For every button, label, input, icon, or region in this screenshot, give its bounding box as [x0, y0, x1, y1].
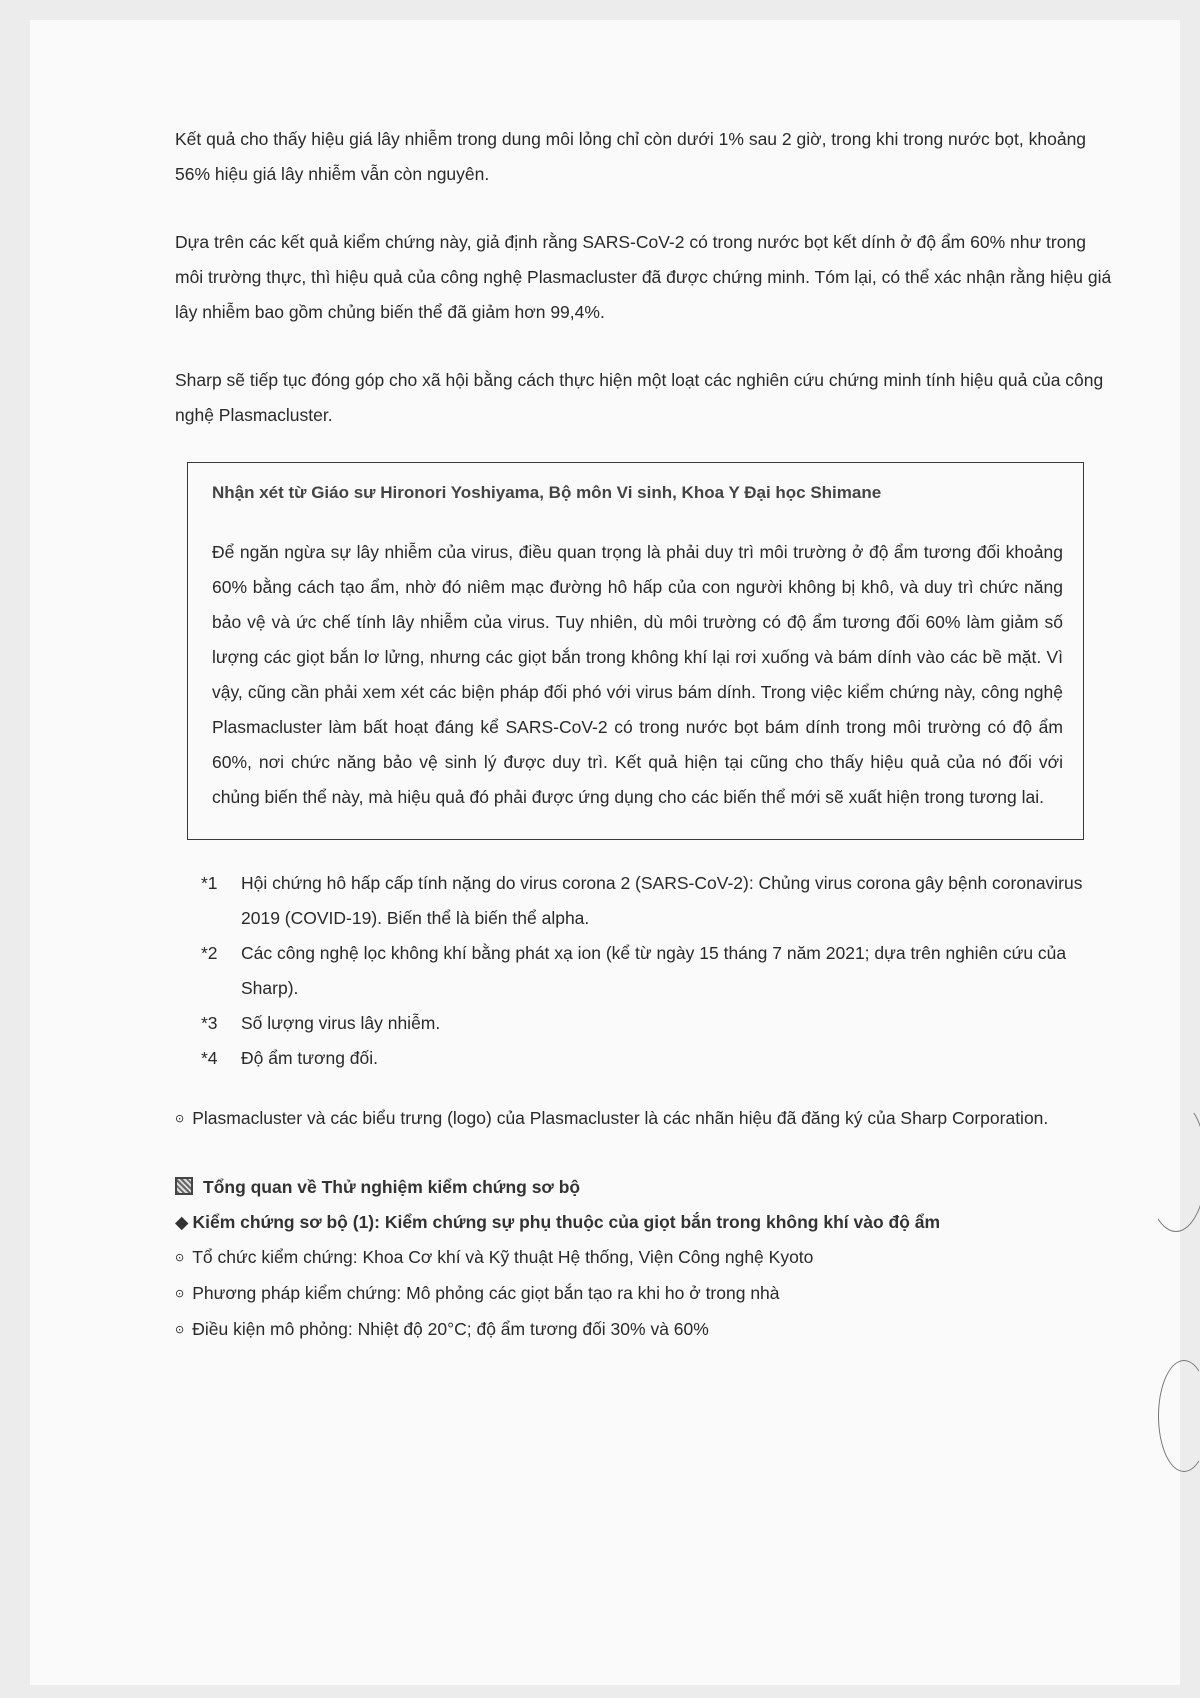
trademark-notice [175, 1101, 1117, 1137]
list-item-text: Điều kiện mô phỏng: Nhiệt độ 20°C; độ ẩm tương đối 30% và 60% [192, 1318, 709, 1339]
section-title: Tổng quan về Thử nghiệm kiểm chứng sơ bộ [203, 1176, 581, 1197]
paragraph-sharp-commitment: Sharp sẽ tiếp tục đóng góp cho xã hội bằng cách thực hiện một loạt các nghiên cứu chứng minh tính hiệu quả của công nghệ Plasmacluster. [175, 370, 1104, 425]
footnote-text: Độ ẩm tương đối. [241, 1048, 379, 1068]
trademark-text: Plasmacluster và các biểu trưng (logo) của Plasmacluster là các nhãn hiệu đã đăng ký của Sharp Corporation. [192, 1108, 1049, 1128]
square-bullet-icon [175, 1177, 193, 1195]
footnote [201, 936, 1117, 1006]
professor-comment-body: Để ngăn ngừa sự lây nhiễm của virus, điều quan trọng là phải duy trì môi trường ở độ ẩm tương đối khoảng 60% bằng cách tạo ẩm, nhờ đó niêm mạc đường hô hấp của con người không bị khô, và duy trì chức năng bảo vệ và ức chế tính lây nhiễm của virus. Tuy nhiên, dù môi trường có độ ẩm tương đối 60% làm giảm số lượng các giọt bắn lơ lửng, nhưng các giọt bắn trong không khí lại rơi xuống và bám dính vào các bề mặt. Vì vậy, cũng cần phải xem xét các biện pháp đối phó với virus bám dính. Trong việc kiểm chứng này, công nghệ Plasmacluster làm bất hoạt đáng kể SARS-CoV-2 có trong nước bọt bám dính trong môi trường có độ ẩm 60%, nơi chức năng bảo vệ sinh lý được duy trì. Kết quả hiện tại cũng cho thấy hiệu quả của nó đối với chủng biến thể này, mà hiệu quả đó phải được ứng dụng cho các biến thể mới sẽ xuất hiện trong tương lai. [212, 542, 1063, 807]
section-subtitle: Kiểm chứng sơ bộ (1): Kiểm chứng sự phụ thuộc của giọt bắn trong không khí vào độ ẩm [192, 1211, 941, 1232]
circle-bullet-icon: ⊙ [175, 1287, 185, 1300]
paragraph-results: Kết quả cho thấy hiệu giá lây nhiễm trong dung môi lỏng chỉ còn dưới 1% sau 2 giờ, trong khi trong nước bọt, khoảng 56% hiệu giá lây nhiễm vẫn còn nguyên. [175, 129, 1087, 184]
document-page [30, 20, 1180, 1685]
list-item [175, 1240, 1117, 1276]
stamp-mark-upper [1145, 1100, 1200, 1232]
diamond-bullet-icon: ◆ [175, 1211, 189, 1232]
section-subheading [175, 1205, 1117, 1240]
page-content [175, 122, 1117, 1348]
footnote-mark: *3 [201, 1013, 218, 1033]
footnote [201, 1006, 1117, 1041]
footnote-mark: *2 [201, 943, 218, 963]
footnote-text: Số lượng virus lây nhiễm. [241, 1013, 441, 1033]
professor-comment-title: Nhận xét từ Giáo sư Hironori Yoshiyama, Bộ môn Vi sinh, Khoa Y Đại học Shimane [212, 483, 882, 502]
paragraph-verification: Dựa trên các kết quả kiểm chứng này, giả định rằng SARS-CoV-2 có trong nước bọt kết dính ở độ ẩm 60% như trong môi trường thực, thì hiệu quả của công nghệ Plasmacluster đã được chứng minh. Tóm lại, có thể xác nhận rằng hiệu giá lây nhiễm bao gồm chủng biến thể đã giảm hơn 99,4%. [175, 232, 1112, 322]
footnote [201, 1041, 1117, 1076]
footnote-text: Hội chứng hô hấp cấp tính nặng do virus corona 2 (SARS-CoV-2): Chủng virus corona gây bệnh coronavirus 2019 (COVID-19). Biến thể là biến thể alpha. [241, 873, 1083, 928]
stamp-mark-lower [1158, 1360, 1200, 1472]
footnotes [201, 866, 1117, 1076]
list-item-text: Tổ chức kiểm chứng: Khoa Cơ khí và Kỹ thuật Hệ thống, Viện Công nghệ Kyoto [192, 1246, 814, 1267]
footnote-mark: *4 [201, 1048, 218, 1068]
circle-bullet-icon: ⊙ [175, 1112, 185, 1125]
footnote-mark: *1 [201, 873, 218, 893]
circle-bullet-icon: ⊙ [175, 1323, 185, 1336]
list-item [175, 1312, 1117, 1348]
footnote-text: Các công nghệ lọc không khí bằng phát xạ ion (kể từ ngày 15 tháng 7 năm 2021; dựa trên nghiên cứu của Sharp). [241, 943, 1067, 998]
footnote [201, 866, 1117, 936]
section-heading [175, 1170, 1117, 1205]
professor-comment-box [187, 462, 1084, 840]
circle-bullet-icon: ⊙ [175, 1251, 185, 1264]
list-item [175, 1276, 1117, 1312]
list-item-text: Phương pháp kiểm chứng: Mô phỏng các giọt bắn tạo ra khi ho ở trong nhà [192, 1282, 780, 1303]
